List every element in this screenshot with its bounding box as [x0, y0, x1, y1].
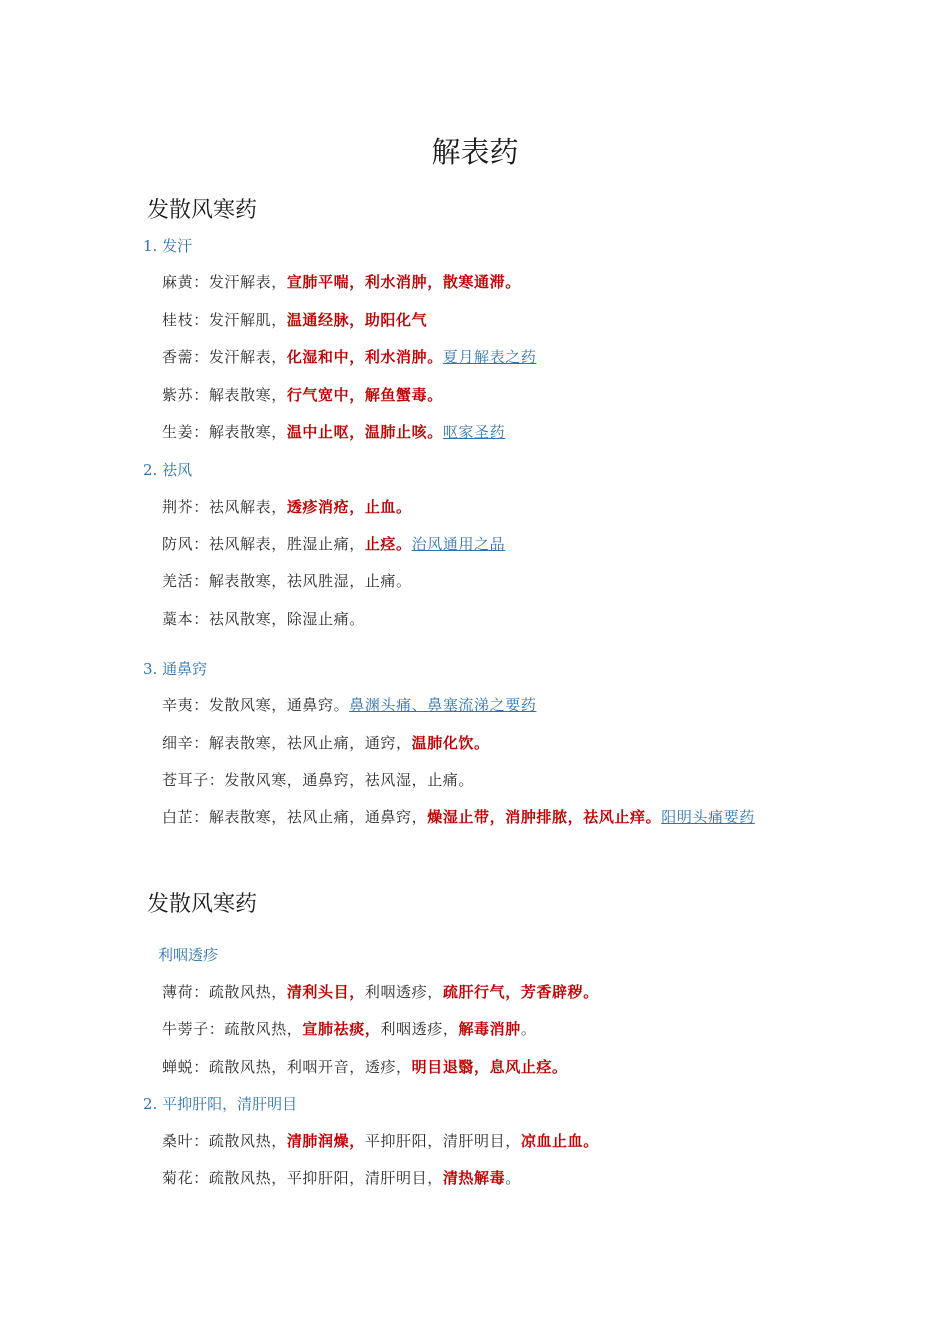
herb-entry — [162, 732, 490, 753]
herb-note-link[interactable]: 鼻渊头痛、鼻塞流涕之要药 — [349, 696, 537, 714]
herb-key-effect: 宣肺祛痰， — [302, 1020, 381, 1038]
herb-entry — [162, 271, 521, 292]
herb-effect: 发汗解肌， — [208, 311, 287, 329]
herb-effect: 疏散风热， — [208, 983, 287, 1001]
herb-effect: 解表散寒， — [208, 386, 287, 404]
herb-effect: 。 — [520, 1020, 537, 1038]
herb-key-effect: 清热解毒 — [442, 1169, 506, 1187]
herb-key-effect: 凉血止血。 — [520, 1132, 599, 1150]
herb-effect: 疏散风热， — [224, 1020, 303, 1038]
herb-entry — [162, 608, 365, 629]
herb-note-link[interactable]: 治风通用之品 — [411, 535, 506, 553]
herb-key-effect: 清肺润燥， — [286, 1132, 365, 1150]
herb-key-effect: 明目退翳，息风止痉。 — [411, 1058, 568, 1076]
herb-name: 白芷： — [162, 808, 209, 826]
herb-note-link[interactable]: 夏月解表之药 — [442, 348, 537, 366]
herb-entry — [162, 1056, 568, 1077]
herb-name: 桂枝： — [162, 311, 209, 329]
herb-entry — [162, 570, 412, 591]
herb-key-effect: 行气宽中，解鱼蟹毒。 — [286, 386, 443, 404]
herb-key-effect: 化湿和中，利水消肿。 — [286, 348, 443, 366]
herb-effect: 。 — [505, 1169, 521, 1187]
herb-effect: 解表散寒，祛风止痛，通鼻窍， — [208, 808, 428, 826]
herb-name: 细辛： — [162, 734, 209, 752]
herb-effect: 疏散风热，平抑肝阳，清肝明目， — [208, 1169, 443, 1187]
herb-entry — [162, 309, 427, 330]
herb-name: 辛夷： — [162, 696, 209, 714]
herb-effect: 解表散寒， — [208, 423, 287, 441]
herb-key-effect: 解毒消肿 — [458, 1020, 521, 1038]
page-title: 解表药 — [431, 135, 519, 169]
herb-name: 薄荷： — [162, 983, 209, 1001]
herb-name: 桑叶： — [162, 1132, 209, 1150]
herb-key-effect: 疏肝行气，芳香辟秽。 — [442, 983, 599, 1001]
herb-effect: 祛风散寒，除湿止痛。 — [208, 610, 365, 628]
herb-entry — [162, 496, 412, 517]
group-heading: 2. 祛风 — [143, 461, 193, 479]
herb-key-effect: 透疹消疮，止血。 — [286, 498, 412, 516]
herb-name: 牛蒡子： — [162, 1020, 225, 1038]
herb-name: 麻黄： — [162, 273, 209, 291]
section-heading: 发散风寒药 — [147, 198, 258, 223]
herb-effect: 发汗解表， — [208, 348, 287, 366]
herb-name: 紫苏： — [162, 386, 209, 404]
herb-entry — [162, 806, 755, 827]
herb-name: 香薷： — [162, 348, 209, 366]
herb-entry — [162, 1018, 536, 1039]
herb-name: 羌活： — [162, 572, 209, 590]
herb-effect: 解表散寒，祛风止痛，通窍， — [208, 734, 412, 752]
herb-effect: 疏散风热，利咽开音，透疹， — [208, 1058, 412, 1076]
herb-effect: 平抑肝阳，清肝明目， — [364, 1132, 521, 1150]
group-heading: 3. 通鼻窍 — [143, 660, 208, 678]
herb-entry — [162, 1130, 599, 1151]
herb-key-effect: 止痉。 — [364, 535, 412, 553]
herb-effect: 发散风寒，通鼻窍，祛风湿，止痛。 — [224, 771, 475, 789]
herb-key-effect: 温通经脉，助阳化气 — [286, 311, 428, 329]
herb-name: 菊花： — [162, 1169, 209, 1187]
herb-key-effect: 宣肺平喘，利水消肿，散寒通滞。 — [286, 273, 521, 291]
herb-effect: 疏散风热， — [208, 1132, 287, 1150]
herb-name: 苍耳子： — [162, 771, 225, 789]
herb-entry — [162, 384, 443, 405]
herb-effect: 祛风解表，胜湿止痛， — [208, 535, 365, 553]
herb-name: 防风： — [162, 535, 209, 553]
herb-name: 生姜： — [162, 423, 209, 441]
herb-entry — [162, 421, 505, 442]
herb-entry — [162, 769, 474, 790]
herb-entry — [162, 346, 536, 367]
herb-entry — [162, 981, 599, 1002]
herb-key-effect: 清利头目， — [286, 983, 365, 1001]
section-heading: 发散风寒药 — [147, 892, 258, 917]
herb-effect: 发散风寒，通鼻窍。 — [208, 696, 350, 714]
herb-note-link[interactable]: 呕家圣药 — [442, 423, 506, 441]
group-heading: 1. 发汗 — [143, 237, 193, 255]
herb-effect: 解表散寒，祛风胜湿，止痛。 — [208, 572, 412, 590]
herb-key-effect: 温中止呕，温肺止咳。 — [286, 423, 443, 441]
herb-effect: 祛风解表， — [208, 498, 287, 516]
herb-key-effect: 温肺化饮。 — [411, 734, 490, 752]
herb-note-link[interactable]: 阳明头痛要药 — [661, 808, 755, 826]
herb-entry — [162, 1167, 521, 1188]
herb-entry — [162, 533, 505, 554]
herb-effect: 利咽透疹， — [380, 1020, 459, 1038]
herb-name: 蝉蜕： — [162, 1058, 209, 1076]
herb-effect: 利咽透疹， — [364, 983, 443, 1001]
herb-name: 藁本： — [162, 610, 209, 628]
herb-effect: 发汗解表， — [208, 273, 287, 291]
herb-entry — [162, 694, 536, 715]
group-heading: 2. 平抑肝阳，清肝明目 — [143, 1095, 298, 1113]
herb-key-effect: 燥湿止带，消肿排脓，祛风止痒。 — [427, 808, 662, 826]
herb-name: 荆芥： — [162, 498, 209, 516]
group-heading: 利咽透疹 — [158, 946, 219, 964]
